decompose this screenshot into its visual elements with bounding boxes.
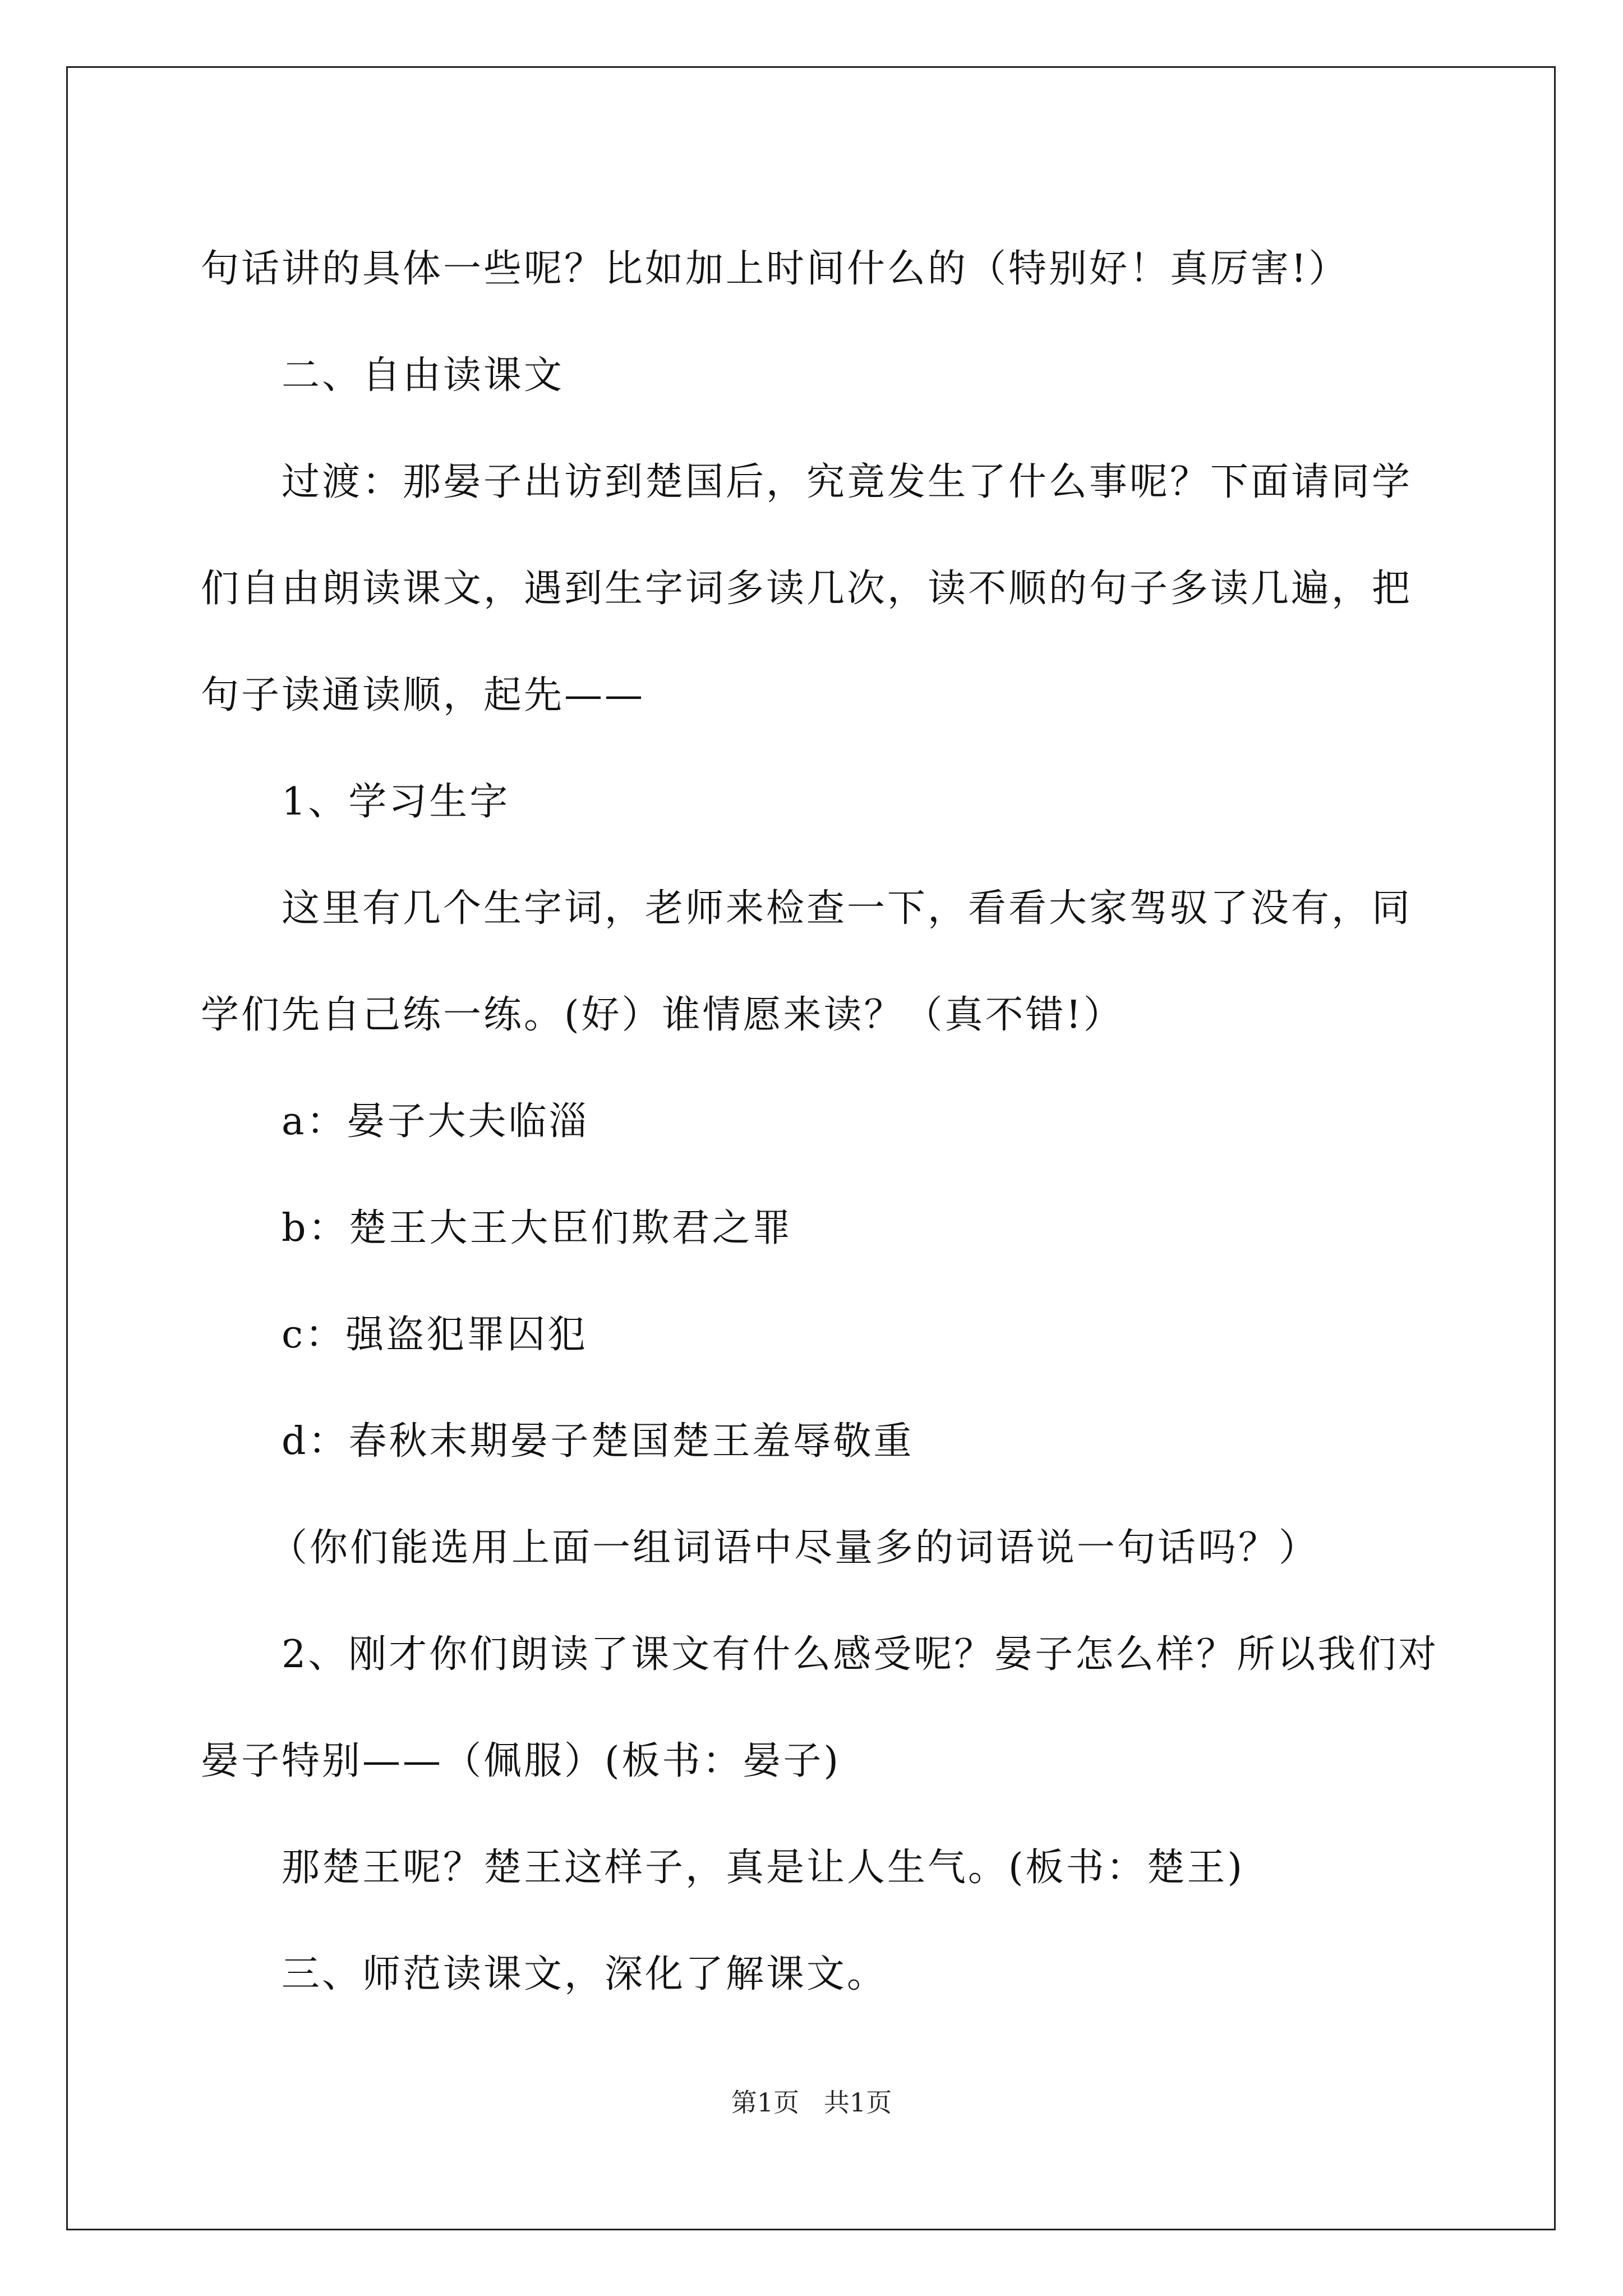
paragraph-line: 2、刚才你们朗读了课文有什么感受呢？晏子怎么样？所以我们对 (282, 1632, 1439, 1677)
paragraph-line: 们自由朗读课文，遇到生字词多读几次，读不顺的句子多读几遍，把 (201, 567, 1413, 611)
paragraph-line: 句子读通读顺，起先—— (201, 673, 645, 717)
paragraph-line: 这里有几个生字词，老师来检查一下，看看大家驾驭了没有，同 (282, 886, 1413, 931)
paragraph-line: 过渡：那晏子出访到楚国后，究竟发生了什么事呢？下面请同学 (282, 460, 1413, 504)
section-heading: 三、师范读课文，深化了解课文。 (282, 1952, 888, 1996)
list-item: d：春秋末期晏子楚国楚王羞辱敬重 (282, 1419, 914, 1464)
document-body (201, 216, 1439, 2028)
list-item: b：楚王大王大臣们欺君之罪 (282, 1206, 793, 1250)
paragraph-line: 那楚王呢？楚王这样子，真是让人生气。(板书：楚王) (282, 1846, 1245, 1890)
page-footer: 第1页 共1页 (731, 2087, 892, 2118)
list-item: c：强盗犯罪囚犯 (282, 1313, 588, 1357)
list-item: a：晏子大夫临淄 (282, 1099, 589, 1144)
section-heading: 1、学习生字 (282, 780, 510, 824)
paragraph-line: 晏子特别——（佩服）(板书：晏子) (201, 1739, 841, 1783)
section-heading: 二、自由读课文 (282, 353, 565, 398)
paragraph-line: （你们能选用上面一组词语中尽量多的词语说一句话吗？） (269, 1526, 1320, 1570)
paragraph-line: 学们先自己练一练。(好）谁情愿来读？（真不错!） (201, 993, 1124, 1037)
paragraph-line: 句话讲的具体一些呢？比如加上时间什么的（特别好！真厉害!） (201, 247, 1349, 291)
